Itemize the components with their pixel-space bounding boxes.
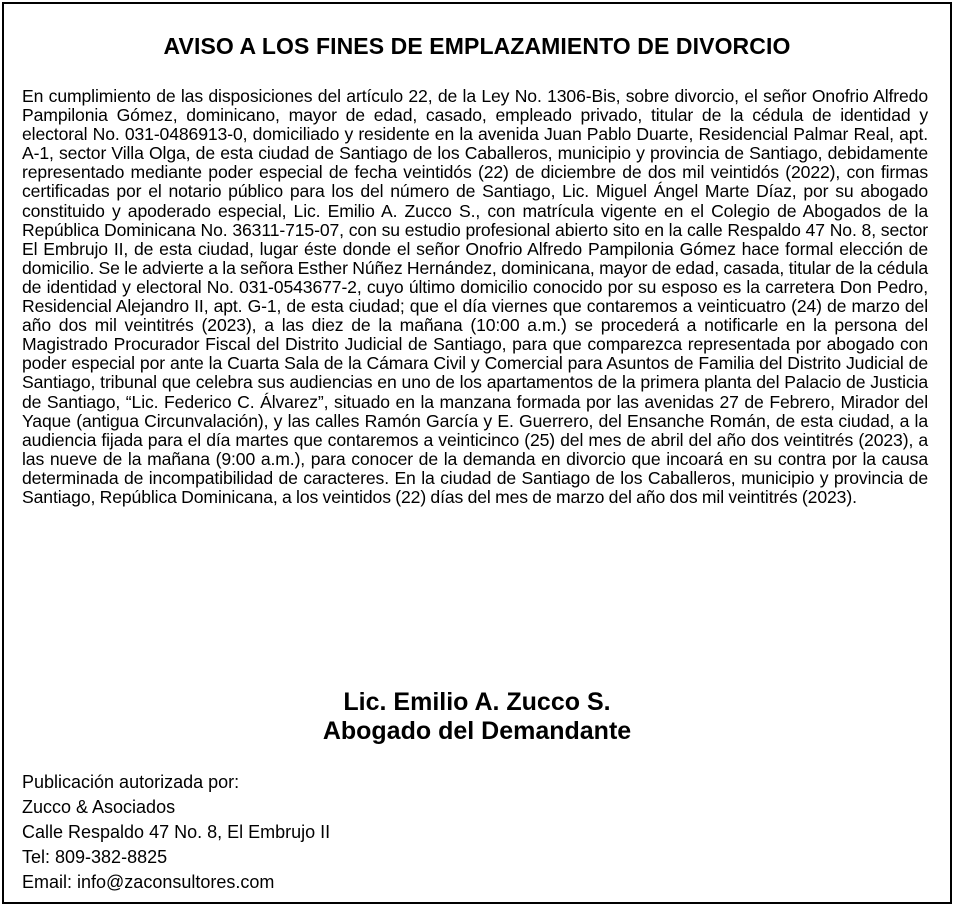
publisher-phone: Tel: 809-382-8825 xyxy=(22,847,168,867)
notice-title: AVISO A LOS FINES DE EMPLAZAMIENTO DE DIVORCIO xyxy=(163,33,791,59)
signature-name: Lic. Emilio A. Zucco S. xyxy=(343,688,611,716)
notice-body: En cumplimiento de las disposiciones del artículo 22, de la Ley No. 1306-Bis, sobre divorcio, el señor Onofrio Alfredo Pampilonia Gómez, dominicano, mayor de edad, casado, empleado privado, titular de la cédula de identidad y electoral No. 031-0486913-0, domiciliado y residente en la avenida Juan Pablo Duarte, Residencial Palmar Real, apt. A-1, sector Villa Olga, de esta ciudad de Santiago de los Caballeros, municipio y provincia de Santiago, debidamente representado mediante poder especial de fecha veintidós (22) de diciembre de dos mil veintidós (2022), con firmas certificadas por el notario público para los del número de Santiago, Lic. Miguel Ángel Marte Díaz, por su abogado constituido y apoderado especial, Lic. Emilio A. Zucco S., con matrícula vigente en el Colegio de Abogados de la República Dominicana No. 36311-715-07, con su estudio profesional abierto sito en la calle Respaldo 47 No. 8, sector El Embrujo II, de esta ciudad, lugar éste donde el señor Onofrio Alfredo Pampilonia Gómez hace formal elección de domicilio. Se le advierte a la señora Esther Núñez Hernández, dominicana, mayor de edad, casada, titular de la cédula de identidad y electoral No. 031-0543677-2, cuyo último domicilio conocido por su esposo es la carretera Don Pedro, Residencial Alejandro II, apt. G-1, de esta ciudad; que el día viernes que contaremos a veinticuatro (24) de marzo del año dos mil veintitrés (2023), a las diez de la mañana (10:00 a.m.) se procederá a notificarle en la persona del Magistrado Procurador Fiscal del Distrito Judicial de Santiago, para que comparezca representada por abogado con poder especial por ante la Cuarta Sala de la Cámara Civil y Comercial para Asuntos de Familia del Distrito Judicial de Santiago, tribunal que celebra sus audiencias en uno de los apartamentos de la primera planta del Palacio de Justicia de Santiago, “Lic. Federico C. Álvarez”, situado en la manzana formada por las avenidas 27 de Febrero, Mirador del Yaque (antigua Circunvalación), y las calles Ramón García y E. Guerrero, del Ensanche Román, de esta ciudad, a la audiencia fijada para el día martes que contaremos a veinticinco (25) del mes de abril del año dos veintitrés (2023), a las nueve de la mañana (9:00 a.m.), para conocer de la demanda en divorcio que incoará en su contra por la causa determinada de incompatibilidad de caracteres. En la ciudad de Santiago de los Caballeros, municipio y provincia de Santiago, República Dominicana, a los veintidos (22) días del mes de marzo del año dos mil veintitrés (2023). xyxy=(22,86,928,507)
publisher-block xyxy=(22,770,330,895)
publisher-firm: Zucco & Asociados xyxy=(22,797,176,817)
publisher-intro: Publicación autorizada por: xyxy=(22,772,240,792)
legal-notice xyxy=(2,2,952,904)
signature-block xyxy=(4,688,950,746)
publisher-email: Email: info@zaconsultores.com xyxy=(22,872,275,892)
signature-role: Abogado del Demandante xyxy=(322,717,632,745)
publisher-address: Calle Respaldo 47 No. 8, El Embrujo II xyxy=(22,822,331,842)
